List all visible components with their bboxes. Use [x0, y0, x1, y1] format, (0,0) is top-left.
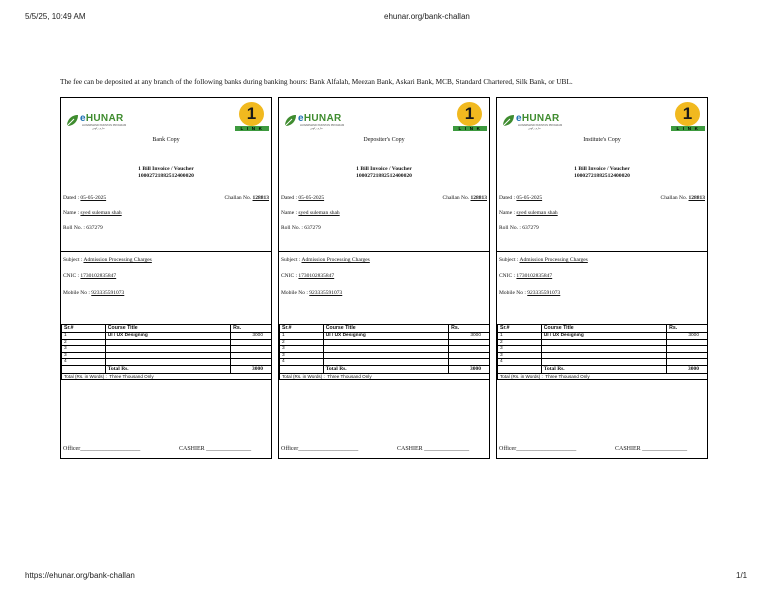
logo-word: eHUNAR — [298, 113, 342, 124]
logo-subline-urdu: جاری رکھیں — [528, 127, 541, 130]
sr-cell: 2 — [62, 339, 106, 346]
course-table — [279, 324, 490, 380]
cnic-field: CNIC : 1730102835847 — [63, 273, 117, 279]
roll-no-value: 637279 — [522, 225, 539, 231]
logo-subline-urdu: جاری رکھیں — [310, 127, 323, 130]
name-value: syed suleman shah — [80, 210, 122, 216]
course-title-header: Course Title — [323, 325, 448, 333]
challan-copy-2 — [278, 97, 490, 459]
challan-number-field: Challan No. 128813 — [660, 195, 705, 201]
leaf-icon — [501, 114, 515, 128]
bill-number: 10002721882512400020 — [138, 173, 194, 179]
subject-field: Subject : Admission Processing Charges — [63, 257, 152, 263]
total-in-words-row: Total (Rs. in Words) : Three Thousand Only — [62, 373, 272, 379]
words-value: Three Thousand Only — [545, 373, 590, 379]
onelink-logo — [453, 102, 487, 132]
print-footer-page: 1/1 — [736, 571, 748, 580]
challan-number-field: Challan No. 128813 — [442, 195, 487, 201]
mobile-value: 923335591073 — [91, 290, 125, 296]
dated-field: Dated : 05-05-2025 — [281, 195, 325, 201]
copy-title: Depositer's Copy — [363, 137, 405, 143]
challan-number-value: 128813 — [252, 195, 269, 201]
mobile-field: Mobile No : 923335591073 — [281, 290, 343, 296]
sr-cell: 4 — [280, 359, 324, 366]
logo-word: eHUNAR — [80, 113, 124, 124]
course-table-header — [280, 325, 490, 333]
sr-cell: 4 — [498, 359, 542, 366]
subject-field: Subject : Admission Processing Charges — [499, 257, 588, 263]
course-title-header: Course Title — [541, 325, 666, 333]
total-label: Total Rs. — [541, 365, 666, 373]
total-label: Total Rs. — [105, 365, 230, 373]
onelink-word: LINK — [453, 126, 487, 131]
print-header-datetime: 5/5/25, 10:49 AM — [25, 12, 86, 21]
section-divider — [497, 251, 707, 252]
total-value: 3000 — [667, 365, 708, 373]
sr-cell: 3 — [62, 352, 106, 359]
roll-no-field: Roll No. : 637279 — [281, 225, 321, 231]
cashier-signature: CASHIER _______________ — [615, 446, 688, 452]
sr-cell: 3 — [498, 346, 542, 353]
mobile-value: 923335591073 — [527, 290, 561, 296]
challan-number-value: 128813 — [470, 195, 487, 201]
course-title-cell: UI / UX Designing — [541, 333, 666, 340]
ehunar-logo — [501, 112, 561, 130]
onelink-circle-icon: 1 — [675, 102, 700, 126]
copy-title: Bank Copy — [152, 137, 180, 143]
subject-value: Admission Processing Charges — [83, 257, 152, 263]
challan-copy-1 — [60, 97, 272, 459]
logo-subline: HUNARMAND PAKISTAN PROGRAM — [300, 124, 345, 127]
bill-invoice-heading: 1 Bill Invoice / Voucher — [356, 166, 412, 172]
cnic-value: 1730102835847 — [80, 273, 117, 279]
logo-subline-urdu: جاری رکھیں — [92, 127, 105, 130]
words-label: Total (Rs. in Words) — [64, 373, 105, 379]
roll-no-field: Roll No. : 637279 — [63, 225, 103, 231]
print-header-title: ehunar.org/bank-challan — [384, 12, 470, 21]
course-table — [61, 324, 272, 380]
sr-cell: 3 — [280, 352, 324, 359]
ehunar-logo — [283, 112, 343, 130]
officer-signature: Officer____________________ — [281, 446, 359, 452]
onelink-circle-icon: 1 — [239, 102, 264, 126]
mobile-field: Mobile No : 923335591073 — [63, 290, 125, 296]
sr-cell: 2 — [280, 339, 324, 346]
section-divider — [279, 251, 489, 252]
dated-field: Dated : 05-05-2025 — [499, 195, 543, 201]
cashier-signature: CASHIER _______________ — [179, 446, 252, 452]
sr-cell: 1 — [280, 333, 324, 340]
total-in-words-row: Total (Rs. in Words) : Three Thousand Only — [280, 373, 490, 379]
total-label: Total Rs. — [323, 365, 448, 373]
name-field: Name : syed suleman shah — [499, 210, 558, 216]
total-value: 3000 — [449, 365, 490, 373]
words-value: Three Thousand Only — [109, 373, 154, 379]
section-divider — [61, 251, 271, 252]
roll-no-value: 637279 — [86, 225, 103, 231]
print-footer-url: https://ehunar.org/bank-challan — [25, 571, 135, 580]
total-in-words-row: Total (Rs. in Words) : Three Thousand Only — [498, 373, 708, 379]
officer-signature: Officer____________________ — [63, 446, 141, 452]
sr-cell: 3 — [280, 346, 324, 353]
words-label: Total (Rs. in Words) — [282, 373, 323, 379]
ehunar-logo — [65, 112, 125, 130]
roll-no-value: 637279 — [304, 225, 321, 231]
rs-header: Rs. — [667, 325, 708, 333]
cashier-signature: CASHIER _______________ — [397, 446, 470, 452]
bill-invoice-heading: 1 Bill Invoice / Voucher — [138, 166, 194, 172]
amount-cell: 3000 — [231, 333, 272, 340]
dated-value: 05-05-2025 — [516, 195, 543, 201]
name-value: syed suleman shah — [516, 210, 558, 216]
fee-deposit-notice: The fee can be deposited at any branch of the following banks during banking hours: Bank Alfalah, Meezan Bank, Askari Bank, MCB, Standard Chartered, Silk Bank, or UBL. — [60, 77, 573, 86]
sr-cell: 1 — [62, 333, 106, 340]
total-row — [62, 365, 272, 373]
onelink-logo — [235, 102, 269, 132]
onelink-circle-icon: 1 — [457, 102, 482, 126]
cnic-value: 1730102835847 — [516, 273, 553, 279]
course-table-header — [498, 325, 708, 333]
rs-header: Rs. — [449, 325, 490, 333]
sr-cell: 3 — [498, 352, 542, 359]
amount-cell: 3000 — [449, 333, 490, 340]
cnic-field: CNIC : 1730102835847 — [281, 273, 335, 279]
leaf-icon — [283, 114, 297, 128]
bill-invoice-heading: 1 Bill Invoice / Voucher — [574, 166, 630, 172]
rs-header: Rs. — [231, 325, 272, 333]
onelink-logo — [671, 102, 705, 132]
sr-header: Sr.# — [280, 325, 324, 333]
sr-cell: 2 — [498, 339, 542, 346]
mobile-value: 923335591073 — [309, 290, 343, 296]
sr-cell: 1 — [498, 333, 542, 340]
leaf-icon — [65, 114, 79, 128]
course-table — [497, 324, 708, 380]
onelink-word: LINK — [235, 126, 269, 131]
total-row — [280, 365, 490, 373]
name-field: Name : syed suleman shah — [63, 210, 122, 216]
onelink-word: LINK — [671, 126, 705, 131]
logo-subline: HUNARMAND PAKISTAN PROGRAM — [82, 124, 127, 127]
course-title-header: Course Title — [105, 325, 230, 333]
officer-signature: Officer____________________ — [499, 446, 577, 452]
cnic-field: CNIC : 1730102835847 — [499, 273, 553, 279]
sr-header: Sr.# — [498, 325, 542, 333]
subject-value: Admission Processing Charges — [301, 257, 370, 263]
total-value: 3000 — [231, 365, 272, 373]
name-field: Name : syed suleman shah — [281, 210, 340, 216]
words-label: Total (Rs. in Words) — [500, 373, 541, 379]
dated-value: 05-05-2025 — [298, 195, 325, 201]
challan-number-field: Challan No. 128813 — [224, 195, 269, 201]
roll-no-field: Roll No. : 637279 — [499, 225, 539, 231]
sr-cell: 4 — [62, 359, 106, 366]
total-row — [498, 365, 708, 373]
dated-field: Dated : 05-05-2025 — [63, 195, 107, 201]
logo-subline: HUNARMAND PAKISTAN PROGRAM — [518, 124, 563, 127]
challan-copy-3 — [496, 97, 708, 459]
dated-value: 05-05-2025 — [80, 195, 107, 201]
course-title-cell: UI / UX Designing — [323, 333, 448, 340]
sr-cell: 3 — [62, 346, 106, 353]
course-table-header — [62, 325, 272, 333]
copy-title: Institute's Copy — [583, 137, 621, 143]
challan-number-value: 128813 — [688, 195, 705, 201]
cnic-value: 1730102835847 — [298, 273, 335, 279]
amount-cell: 3000 — [667, 333, 708, 340]
sr-header: Sr.# — [62, 325, 106, 333]
words-value: Three Thousand Only — [327, 373, 372, 379]
course-title-cell: UI / UX Designing — [105, 333, 230, 340]
subject-value: Admission Processing Charges — [519, 257, 588, 263]
bill-number: 10002721882512400020 — [574, 173, 630, 179]
name-value: syed suleman shah — [298, 210, 340, 216]
bill-number: 10002721882512400020 — [356, 173, 412, 179]
logo-word: eHUNAR — [516, 113, 560, 124]
subject-field: Subject : Admission Processing Charges — [281, 257, 370, 263]
mobile-field: Mobile No : 923335591073 — [499, 290, 561, 296]
